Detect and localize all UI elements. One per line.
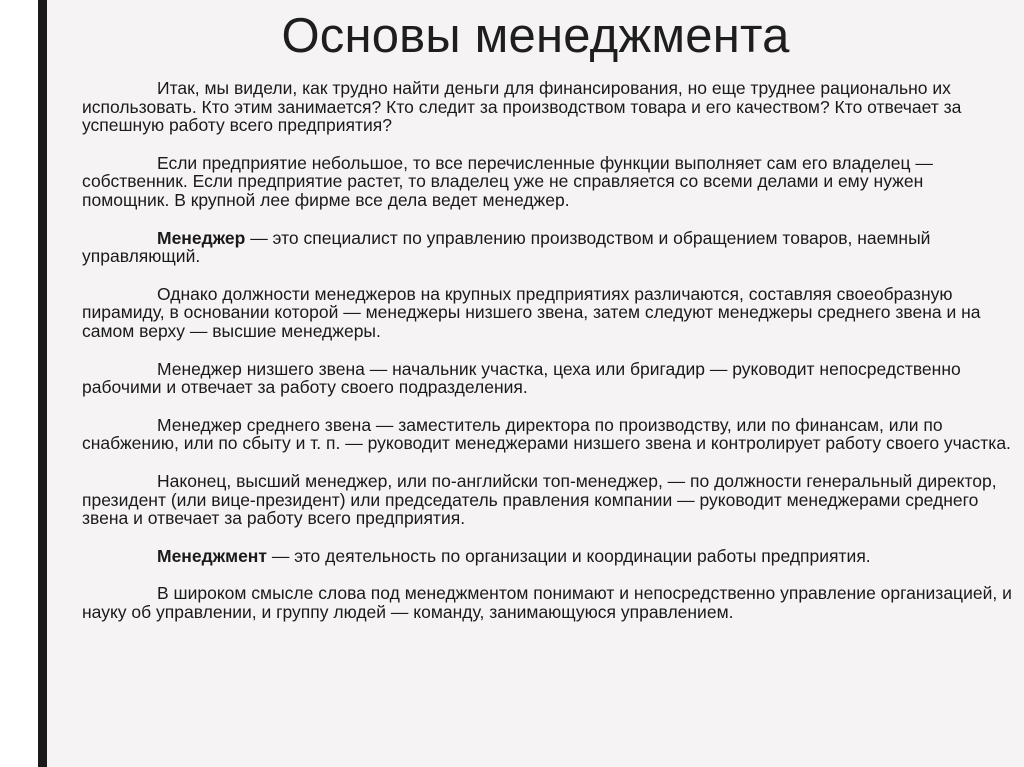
paragraph-3-definition-manager [82, 229, 1012, 266]
slide-title: Основы менеджмента [281, 9, 790, 63]
paragraph-text: Если предприятие небольшое, то все перечисленные функции выполняет сам его владелец — собственник. Если предприятие растет, то владелец уже не справляется со всеми делами и ему нужен помощник. В крупной лее фирме все дела ведет менеджер. [82, 152, 933, 210]
term-management: Менеджмент [157, 545, 267, 566]
paragraph-text: Однако должности менеджеров на крупных предприятиях различаются, составляя своеобразную пирамиду, в основании которой — менеджеры низшего звена, затем следуют менеджеры среднего звена и на самом верху — высшие менеджеры. [82, 283, 981, 341]
paragraph-text: — это деятельность по организации и координации работы предприятия. [266, 545, 871, 566]
slide-body [82, 79, 1012, 621]
paragraph-9 [82, 584, 1012, 621]
paragraph-8-definition-management [82, 547, 1012, 566]
paragraph-1 [82, 79, 1012, 135]
paragraph-6 [82, 416, 1012, 453]
paragraph-7 [82, 472, 1012, 528]
paragraph-text: Менеджер среднего звена — заместитель директора по производству, или по финансам, или по снабжению, или по сбыту и т. п. — руководит менеджерами низшего звена и контролирует работу своего участка. [82, 414, 1011, 454]
paragraph-4 [82, 285, 1012, 341]
paragraph-text: Наконец, высший менеджер, или по-английски топ-менеджер, — по должности генеральный директор, президент (или вице-президент) или председатель правления компании — руководит менеджерами среднего звена и отвечает за работу всего предприятия. [82, 470, 997, 529]
slide-left-margin [0, 0, 38, 767]
paragraph-text: В широком смысле слова под менеджментом понимают и непосредственно управление организацией, и науку об управлении, и группу людей — команду, занимающуюся управлением. [82, 583, 1012, 622]
paragraph-text: Итак, мы видели, как трудно найти деньги для финансирования, но еще труднее рационально их использовать. Кто этим занимается? Кто следит за производством товара и его качеством? Кто отвечает за успешную работу всего предприятия? [82, 78, 962, 136]
slide [47, 0, 1024, 767]
paragraph-text: Менеджер низшего звена — начальник участка, цеха или бригадир — руководит непосредственно рабочими и отвечает за работу своего подразделения. [82, 358, 961, 398]
term-manager: Менеджер [157, 227, 246, 248]
paragraph-5 [82, 360, 1012, 397]
paragraph-text: — это специалист по управлению производством и обращением товаров, наемный управляющий. [82, 227, 931, 267]
paragraph-2 [82, 154, 1012, 210]
slide-accent-bar [38, 0, 47, 767]
